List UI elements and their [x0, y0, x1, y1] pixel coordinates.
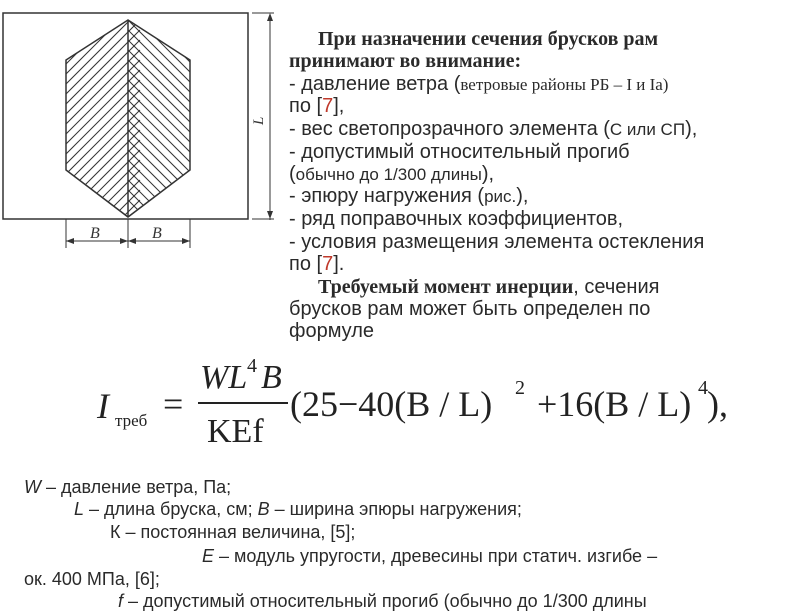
list-item-placement-ref: по [7].	[289, 253, 345, 275]
list-item-wind: - давление ветра (ветровые районы РБ – I и Ia)	[289, 73, 669, 95]
inertia-formula	[95, 350, 735, 450]
formula-exp-4: 4	[698, 377, 708, 399]
formula-numerator-exp: 4	[247, 355, 257, 377]
list-item-deflection-note: (обычно до 1/300 длины),	[289, 163, 495, 185]
dimension-L-label: L	[251, 116, 267, 125]
legend-f: f – допустимый относительный прогиб (обычно до 1/300 длины	[118, 591, 647, 611]
load-diagram	[0, 10, 285, 250]
formula-I: I	[97, 386, 109, 426]
formula-exp-2: 2	[515, 377, 525, 399]
moment-line1: Требуемый момент инерции, сечения	[318, 276, 660, 298]
list-item-weight: - вес светопрозрачного элемента (С или СП),	[289, 118, 698, 140]
reference-link[interactable]: 7	[322, 253, 334, 275]
legend-E: Е – модуль упругости, древесины при статич. изгибе –	[202, 546, 658, 566]
list-item-coefficients: - ряд поправочных коэффициентов,	[289, 208, 624, 230]
list-item-wind-ref: по [7],	[289, 95, 345, 117]
legend-K: К – постоянная величина, [5];	[110, 522, 356, 542]
formula-body-2: +16(B / L)	[537, 384, 692, 424]
moment-line3: формуле	[289, 320, 375, 342]
legend-W: W – давление ветра, Па;	[24, 477, 232, 497]
formula-equals: =	[163, 384, 184, 424]
formula-body-3: ),	[707, 384, 728, 424]
legend-E-cont: ок. 400 МПа, [6];	[24, 569, 160, 589]
dimension-B-left-label: B	[90, 225, 100, 242]
moment-line2: брусков рам может быть определен по	[289, 298, 651, 320]
dimension-B-right-label: B	[152, 225, 162, 242]
formula-numerator-WL: WL	[200, 359, 248, 396]
formula-subscript: треб	[115, 411, 148, 430]
heading-line1: При назначении сечения брусков рам	[318, 28, 659, 50]
formula-body-1: (25−40(B / L)	[290, 384, 493, 424]
reference-link[interactable]: 7	[322, 95, 334, 117]
legend-L-B: L – длина бруска, см; B – ширина эпюры нагружения;	[74, 499, 522, 519]
formula-denominator: KEf	[207, 413, 264, 450]
formula-numerator-B: B	[261, 359, 282, 396]
list-item-placement: - условия размещения элемента остекления	[289, 231, 705, 253]
list-item-diagram: - эпюру нагружения (рис.),	[289, 185, 529, 207]
heading-line2: принимают во внимание:	[289, 50, 522, 72]
hatching	[40, 10, 228, 250]
list-item-deflection: - допустимый относительный прогиб	[289, 141, 630, 163]
